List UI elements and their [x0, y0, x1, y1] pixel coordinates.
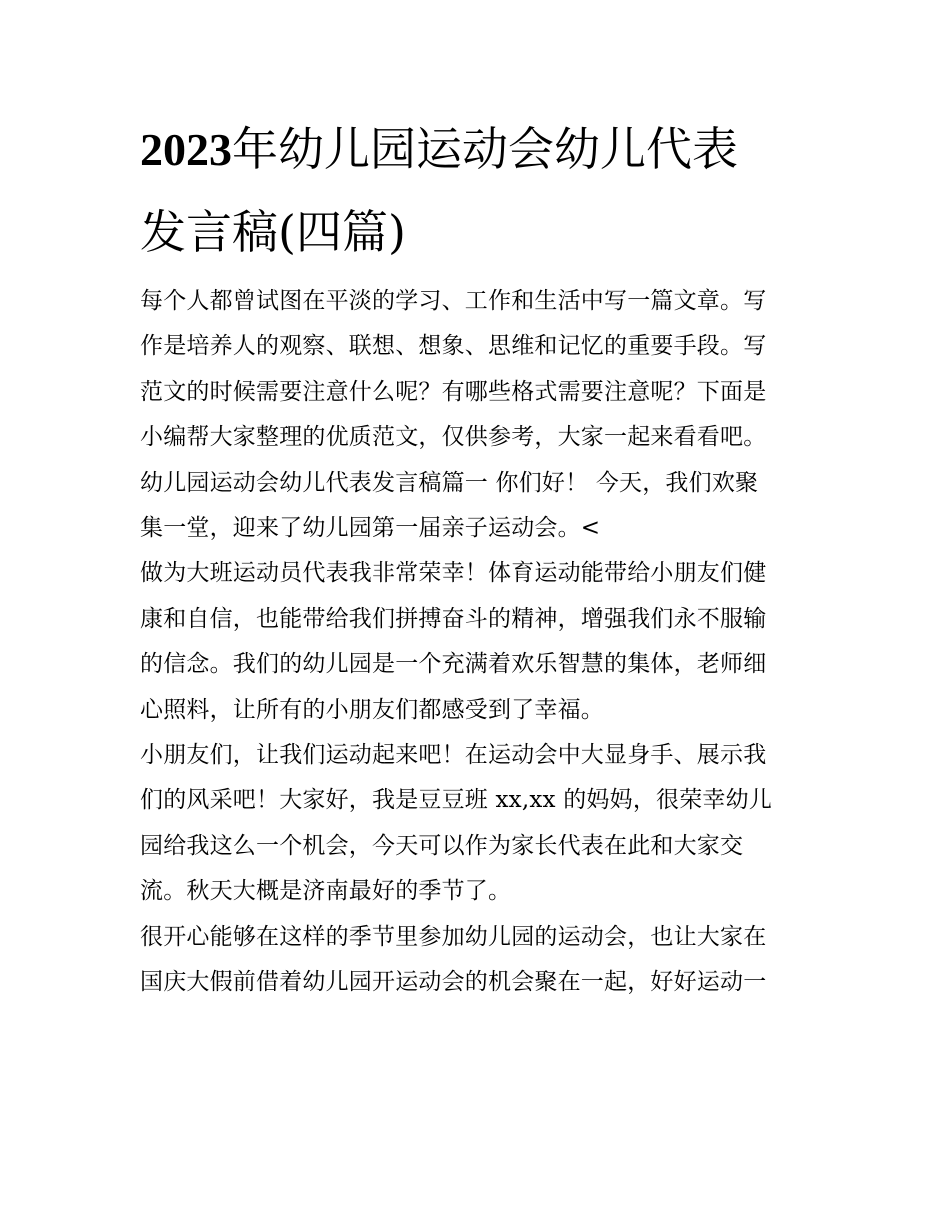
text-line: 们的风采吧！大家好，我是豆豆班 xx,xx 的妈妈，很荣幸幼儿: [140, 787, 773, 814]
document-body: [140, 279, 820, 1006]
title-line-1: [140, 108, 820, 191]
paragraph: [140, 279, 820, 551]
text-line: 国庆大假前借着幼儿园开运动会的机会聚在一起，好好运动一: [140, 969, 767, 996]
paragraph: [140, 915, 820, 1006]
title-line-2: 发言稿(四篇): [140, 205, 406, 259]
text-line: 小编帮大家整理的优质范文，仅供参考，大家一起来看看吧。: [140, 424, 767, 451]
text-line: 园给我这么一个机会，今天可以作为家长代表在此和大家交: [140, 832, 744, 859]
text-line: 流。秋天大概是济南最好的季节了。: [140, 878, 512, 905]
text-line: 每个人都曾试图在平淡的学习、工作和生活中写一篇文章。写: [140, 288, 767, 314]
text-line: 范文的时候需要注意什么呢？有哪些格式需要注意呢？下面是: [140, 378, 767, 405]
text-line: 集一堂，迎来了幼儿园第一届亲子运动会。<: [140, 515, 601, 542]
text-line: 康和自信，也能带给我们拼搏奋斗的精神，增强我们永不服输: [140, 605, 767, 632]
paragraph: [140, 551, 820, 733]
paragraph: [140, 733, 820, 915]
title-line-1-text: 年幼儿园运动会幼儿代表: [232, 122, 738, 176]
text-line: 做为大班运动员代表我非常荣幸！体育运动能带给小朋友们健: [140, 560, 767, 587]
text-line: 很开心能够在这样的季节里参加幼儿园的运动会，也让大家在: [140, 923, 767, 950]
text-line: 心照料，让所有的小朋友们都感受到了幸福。: [140, 696, 604, 723]
text-line: 幼儿园运动会幼儿代表发言稿篇一 你们好！ 今天，我们欢聚: [140, 469, 759, 496]
title-year: 2023: [140, 124, 232, 175]
text-line: 小朋友们，让我们运动起来吧！在运动会中大显身手、展示我: [140, 742, 767, 769]
text-line: 的信念。我们的幼儿园是一个充满着欢乐智慧的集体，老师细: [140, 651, 767, 678]
document-title: [140, 108, 820, 273]
text-line: 作是培养人的观察、联想、想象、思维和记忆的重要手段。写: [140, 333, 767, 360]
